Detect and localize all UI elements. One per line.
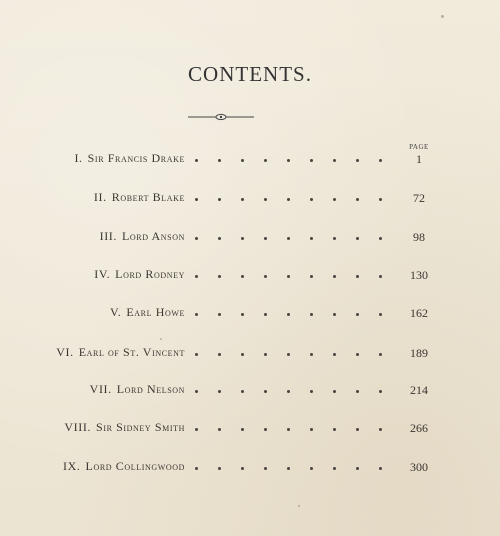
leader-dot bbox=[356, 275, 359, 278]
toc-row bbox=[0, 382, 500, 402]
toc-row bbox=[0, 305, 500, 325]
leader-dot bbox=[264, 467, 267, 470]
toc-row bbox=[0, 190, 500, 210]
paper-speck bbox=[441, 15, 444, 18]
leader-dot bbox=[195, 390, 198, 393]
leader-dot bbox=[241, 353, 244, 356]
leader-dot bbox=[310, 275, 313, 278]
leader-dot bbox=[218, 159, 221, 162]
leader-dot bbox=[287, 313, 290, 316]
leader-dot bbox=[310, 467, 313, 470]
leader-dot bbox=[287, 159, 290, 162]
leader-dot bbox=[264, 237, 267, 240]
toc-entry-title: VI. Earl of St. Vincent bbox=[56, 345, 185, 359]
leader-dot bbox=[195, 353, 198, 356]
leader-dot bbox=[287, 428, 290, 431]
leader-dot bbox=[287, 467, 290, 470]
toc-row bbox=[0, 345, 500, 365]
leader-dot bbox=[356, 353, 359, 356]
toc-page-number: 98 bbox=[413, 230, 425, 244]
leader-dot bbox=[310, 159, 313, 162]
leader-dot bbox=[241, 275, 244, 278]
leader-dot bbox=[379, 313, 382, 316]
leader-dot bbox=[287, 390, 290, 393]
leader-dot bbox=[379, 428, 382, 431]
leader-dot bbox=[241, 159, 244, 162]
leader-dot bbox=[379, 390, 382, 393]
leader-dot bbox=[195, 275, 198, 278]
leader-dot bbox=[241, 198, 244, 201]
leader-dot bbox=[195, 467, 198, 470]
toc-entry-title: II. Robert Blake bbox=[93, 190, 185, 204]
leader-dot bbox=[356, 313, 359, 316]
leader-dot bbox=[241, 237, 244, 240]
leader-dot bbox=[195, 237, 198, 240]
leader-dot bbox=[218, 313, 221, 316]
leader-dot bbox=[379, 237, 382, 240]
leader-dot bbox=[356, 237, 359, 240]
leader-dot bbox=[310, 198, 313, 201]
leader-dot bbox=[333, 159, 336, 162]
leader-dot bbox=[310, 428, 313, 431]
leader-dot bbox=[310, 313, 313, 316]
leader-dot bbox=[310, 353, 313, 356]
leader-dot bbox=[356, 198, 359, 201]
leader-dot bbox=[218, 275, 221, 278]
leader-dot bbox=[333, 428, 336, 431]
leader-dot bbox=[356, 467, 359, 470]
leader-dot bbox=[195, 313, 198, 316]
leader-dot bbox=[379, 159, 382, 162]
leader-dot bbox=[241, 313, 244, 316]
toc-entry-title: V. Earl Howe bbox=[110, 305, 185, 319]
leader-dot bbox=[379, 198, 382, 201]
leader-dot bbox=[264, 275, 267, 278]
leader-dot bbox=[333, 198, 336, 201]
leader-dot bbox=[195, 198, 198, 201]
leader-dot bbox=[264, 390, 267, 393]
leader-dot bbox=[218, 428, 221, 431]
leader-dot bbox=[333, 275, 336, 278]
leader-dot bbox=[287, 275, 290, 278]
leader-dot bbox=[287, 198, 290, 201]
leader-dot bbox=[264, 198, 267, 201]
leader-dot bbox=[287, 237, 290, 240]
toc-page-number: 189 bbox=[410, 346, 428, 360]
toc-row bbox=[0, 267, 500, 287]
leader-dot bbox=[287, 353, 290, 356]
toc-page-number: 1 bbox=[416, 152, 422, 166]
leader-dot bbox=[218, 198, 221, 201]
leader-dot bbox=[379, 467, 382, 470]
leader-dot bbox=[356, 159, 359, 162]
toc-page-number: 300 bbox=[410, 460, 428, 474]
ornament-rule-icon bbox=[188, 112, 254, 122]
leader-dot bbox=[379, 353, 382, 356]
paper-speck bbox=[160, 338, 162, 340]
leader-dot bbox=[310, 237, 313, 240]
toc-page-number: 72 bbox=[413, 191, 425, 205]
toc-row bbox=[0, 229, 500, 249]
toc-entry-title: VIII. Sir Sidney Smith bbox=[64, 420, 185, 434]
toc-page-number: 130 bbox=[410, 268, 428, 282]
toc-page-number: 214 bbox=[410, 383, 428, 397]
leader-dot bbox=[379, 275, 382, 278]
leader-dot bbox=[356, 428, 359, 431]
leader-dot bbox=[195, 159, 198, 162]
toc-page-number: 266 bbox=[410, 421, 428, 435]
leader-dot bbox=[241, 428, 244, 431]
leader-dot bbox=[218, 467, 221, 470]
leader-dot bbox=[264, 353, 267, 356]
leader-dot bbox=[333, 467, 336, 470]
page-column-label: PAGE bbox=[409, 143, 429, 151]
leader-dot bbox=[310, 390, 313, 393]
toc-entry-title: IX. Lord Collingwood bbox=[63, 459, 185, 473]
leader-dot bbox=[264, 159, 267, 162]
leader-dot bbox=[333, 313, 336, 316]
toc-entry-title: I. Sir Francis Drake bbox=[74, 151, 185, 165]
toc-row bbox=[0, 420, 500, 440]
toc-row bbox=[0, 151, 500, 171]
leader-dot bbox=[264, 313, 267, 316]
paper-speck bbox=[298, 505, 300, 507]
leader-dot bbox=[218, 390, 221, 393]
leader-dot bbox=[333, 390, 336, 393]
leader-dot bbox=[356, 390, 359, 393]
toc-entry-title: VII. Lord Nelson bbox=[89, 382, 185, 396]
leader-dot bbox=[195, 428, 198, 431]
leader-dot bbox=[218, 353, 221, 356]
leader-dot bbox=[241, 467, 244, 470]
leader-dot bbox=[333, 353, 336, 356]
toc-entry-title: IV. Lord Rodney bbox=[94, 267, 185, 281]
toc-page-number: 162 bbox=[410, 306, 428, 320]
toc-entry-title: III. Lord Anson bbox=[99, 229, 185, 243]
leader-dot bbox=[241, 390, 244, 393]
leader-dot bbox=[264, 428, 267, 431]
leader-dot bbox=[218, 237, 221, 240]
toc-row bbox=[0, 459, 500, 479]
leader-dot bbox=[333, 237, 336, 240]
page-title: CONTENTS. bbox=[188, 62, 312, 86]
